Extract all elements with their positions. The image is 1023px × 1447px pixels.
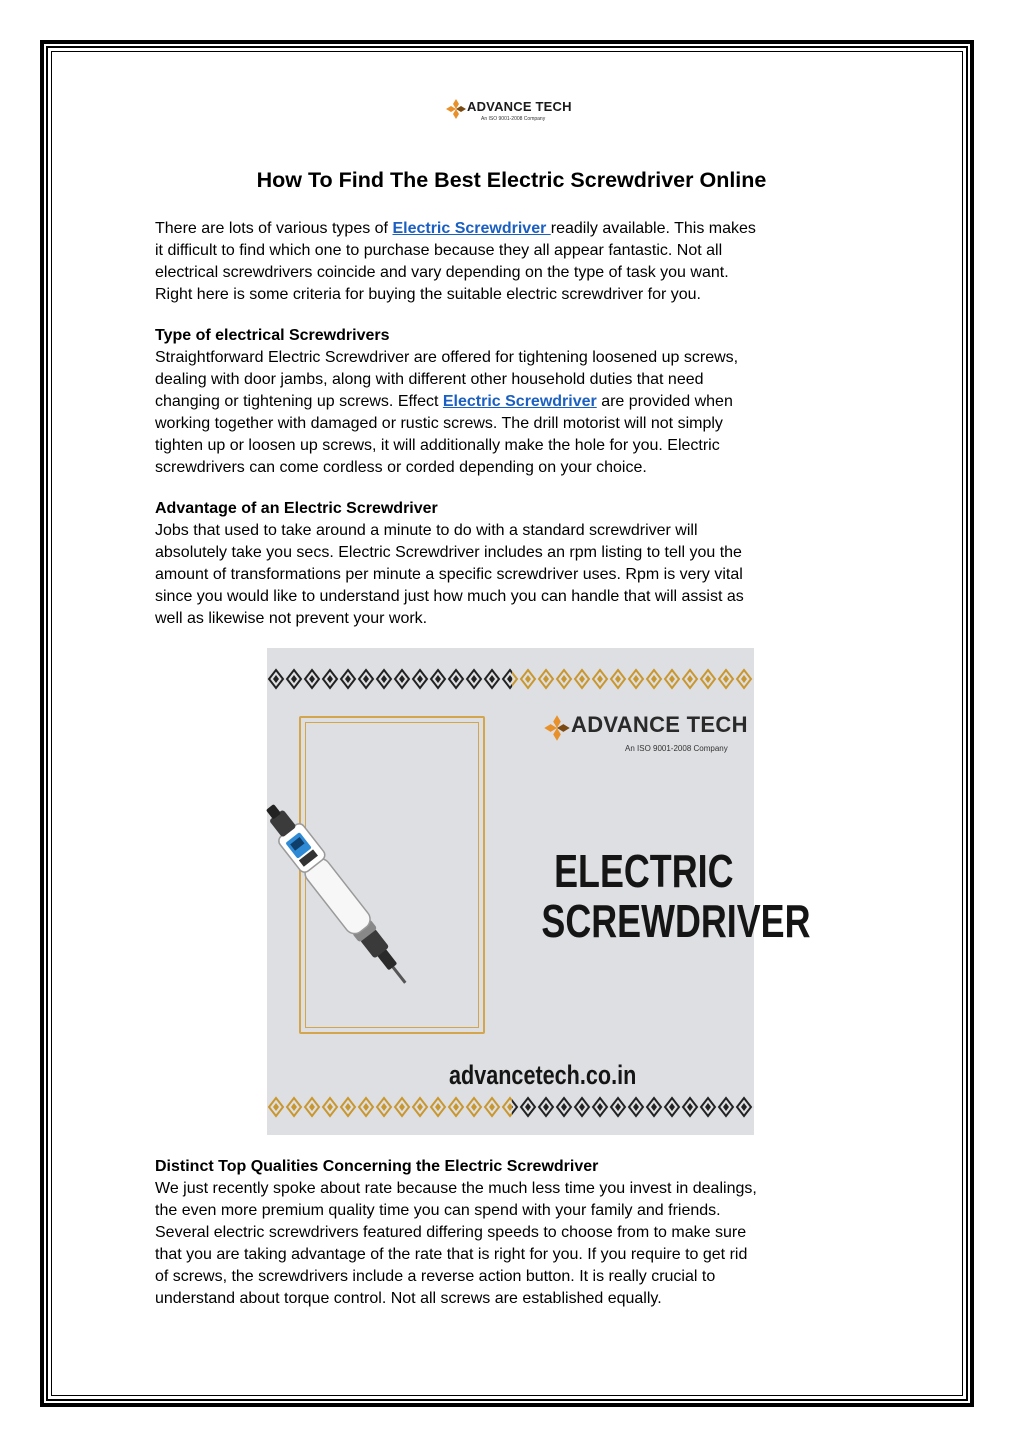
product-banner-image [267, 648, 811, 1135]
electric-screwdriver-product-image [307, 736, 497, 976]
logo-tagline: An ISO 9001-2008 Company [481, 116, 546, 122]
banner-logo [543, 710, 748, 760]
intro-line-3: electrical screwdrivers coincide and vary depending on the type of task you want. [155, 264, 729, 281]
top-ornament-pattern [267, 668, 754, 690]
intro-line-2: it difficult to find which one to purchase because they all appear fantastic. Not all [155, 242, 723, 259]
logo-diamond-icon [445, 98, 467, 120]
banner-title-line-1: ELECTRIC [554, 845, 734, 897]
electric-screwdriver-link[interactable]: Electric Screwdriver [392, 220, 551, 237]
section-heading-types: Type of electrical Screwdrivers [155, 327, 390, 344]
banner-logo-tagline: An ISO 9001-2008 Company [625, 744, 728, 753]
intro-line-1: There are lots of various types of Electric Screwdriver readily available. This makes [155, 220, 756, 237]
banner-title-line-2: SCREWDRIVER [541, 895, 811, 947]
section-types: Type of electrical Screwdrivers Straightforward Electric Screwdriver are offered for tightening loosened up screws, dealing with door jambs, along with different other household duties that need changing or tightening up screws. Effect Electric Screwdriver are provided when working together with damaged or rustic screws. The drill motorist will not simply tighten up or loosen up screws, it will additionally make the hole for you. Electric screwdrivers can come cordless or corded depending on your choice. [155, 325, 875, 479]
section-heading-advantage: Advantage of an Electric Screwdriver [155, 500, 438, 517]
advance-tech-logo [445, 96, 575, 130]
logo-name: ADVANCE TECH [467, 99, 572, 114]
section-advantage: Advantage of an Electric Screwdriver Jobs that used to take around a minute to do with a standard screwdriver will absolutely take you secs. Electric Screwdriver includes an rpm listing to tell you the amount of transformations per minute a specific screwdriver uses. Rpm is very vital since you would like to understand just how much you can handle that will assist as well as likewise not prevent your work. [155, 498, 875, 630]
bottom-ornament-pattern [267, 1096, 754, 1118]
electric-screwdriver-link-2[interactable]: Electric Screwdriver [442, 393, 597, 410]
page-title: How To Find The Best Electric Screwdriver Online [256, 168, 767, 192]
intro-line-4: Right here is some criteria for buying the suitable electric screwdriver for you. [155, 286, 701, 303]
banner-logo-diamond-icon [543, 714, 571, 742]
banner-logo-name: ADVANCE TECH [571, 712, 748, 737]
section-heading-qualities: Distinct Top Qualities Concerning the Electric Screwdriver [155, 1158, 599, 1175]
section-qualities: Distinct Top Qualities Concerning the Electric Screwdriver We just recently spoke about rate because the much less time you invest in dealings, the even more premium quality time you can spend with your family and friends. Several electric screwdrivers featured differing speeds to choose from to make sure that you are taking advantage of the rate that is right for you. If you require to get rid of screws, the screwdrivers include a reverse action button. It is really crucial to understand about torque control. Not all screws are established equally. [155, 1156, 875, 1310]
intro-paragraph [155, 218, 875, 306]
banner-url: advancetech.co.in [449, 1060, 637, 1090]
